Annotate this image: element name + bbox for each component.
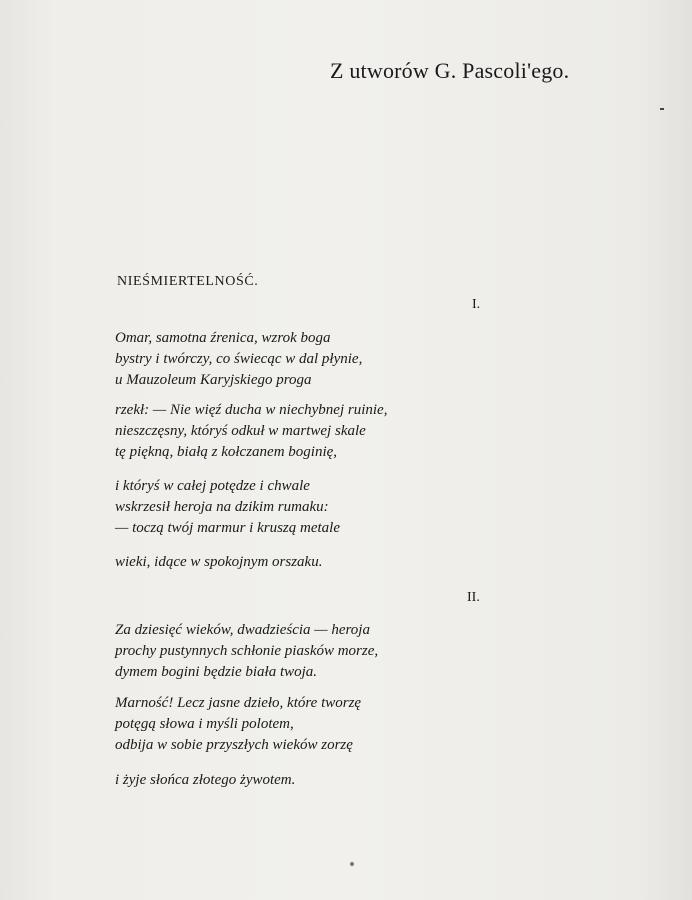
poem-line: potęgą słowa i myśli polotem, [115, 716, 294, 732]
poem-line: bystry i twórczy, co świecąc w dal płynie, [115, 351, 363, 367]
stanza-1-3 [115, 476, 515, 539]
stanza-2-3 [115, 770, 515, 791]
stanza-1-2 [115, 400, 515, 463]
poem-line: Marność! Lecz jasne dzieło, które tworzę [115, 695, 362, 711]
poem-line: nieszczęsny, któryś odkuł w martwej skale [115, 423, 366, 439]
poem-line: wskrzesił heroja na dzikim rumaku: [115, 499, 329, 515]
poem-line: i któryś w całej potędze i chwale [115, 478, 310, 494]
stanza-2-2 [115, 693, 515, 756]
poem-line: Omar, samotna źrenica, wzrok boga [115, 330, 331, 346]
stanza-2-1 [115, 620, 515, 683]
poem-line: i żyje słońca złotego żywotem. [115, 772, 296, 788]
poem-line: — toczą twój marmur i kruszą metale [115, 520, 340, 536]
poem-title: NIEŚMIERTELNOŚĆ. [117, 274, 259, 289]
print-speck [350, 862, 354, 866]
poem-line: Za dziesięć wieków, dwadzieścia — heroja [115, 622, 370, 638]
poem-line: u Mauzoleum Karyjskiego proga [115, 372, 312, 388]
part-number-2: II. [467, 590, 480, 605]
part-number-1: I. [472, 297, 481, 312]
running-header: Z utworów G. Pascoli'ego. [330, 58, 570, 83]
poem-line: wieki, idące w spokojnym orszaku. [115, 554, 323, 570]
stanza-1-1 [115, 328, 515, 391]
poem-line: tę piękną, białą z kołczanem boginię, [115, 444, 338, 460]
stanza-1-4 [115, 552, 515, 573]
poem-line: dymem bogini będzie biała twoja. [115, 664, 318, 680]
poem-line: rzekł: — Nie więź ducha w niechybnej ruinie, [115, 402, 388, 418]
poem-line: odbija w sobie przyszłych wieków zorzę [115, 737, 353, 753]
poem-line: prochy pustynnych schłonie piasków morze, [115, 643, 379, 659]
edge-mark [660, 108, 664, 110]
